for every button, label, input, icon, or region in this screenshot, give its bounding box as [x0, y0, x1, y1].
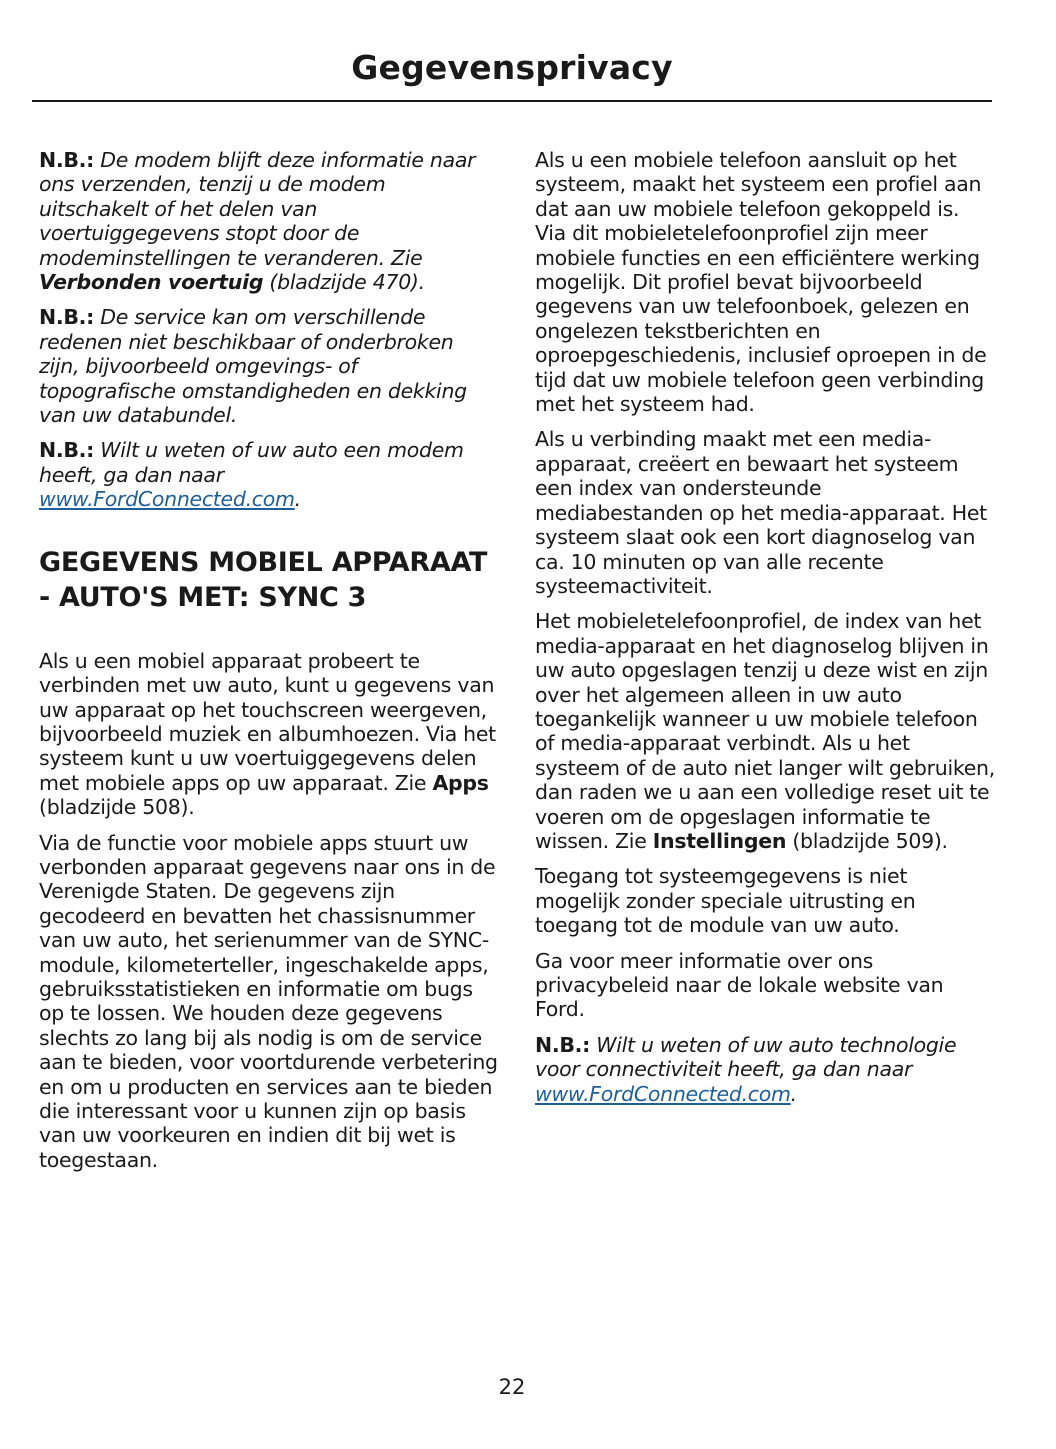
page-number: 22 [498, 1375, 526, 1399]
note-connectivity [535, 1033, 995, 1106]
paragraph-privacy-policy: Ga voor meer informatie over ons privacybeleid naar de lokale website van Ford. [535, 948, 944, 1022]
paragraph-text: Het mobieletelefoonprofiel, de index van het media-apparaat en het diagnoselog blijven in uw auto opgeslagen tenzij u deze wist en zijn over het algemeen alleen in uw auto toegankelijk wanneer u uw mobiele telefoon of media-apparaat verbindt. Als u het systeem of de auto niet langer wilt gebruiken, dan raden we u aan een volledige reset uit te voeren om de opgeslagen informatie te wissen. Zie [535, 609, 995, 853]
paragraph-data-storage [535, 609, 995, 853]
page-header [32, 44, 992, 102]
paragraph-text: Als u een mobiel apparaat probeert te verbinden met uw auto, kunt u gegevens van uw apparaat op het touchscreen weergeven, bijvoorbeeld muziek en albumhoezen. Via het systeem kunt u uw voertuiggegevens delen met mobiele apps op uw apparaat. Zie [39, 648, 496, 795]
left-column [39, 148, 499, 1183]
note-text: Wilt u weten of uw auto een modem heeft, ga dan naar [39, 438, 464, 487]
link-suffix: . [790, 1081, 797, 1106]
paragraph-mobile-device [39, 649, 499, 820]
fordconnected-link[interactable]: www.FordConnected.com [39, 487, 295, 512]
fordconnected-link[interactable]: www.FordConnected.com [535, 1081, 791, 1106]
right-column [535, 148, 995, 1117]
paragraph-media-device: Als u verbinding maakt met een media-apparaat, creëert en bewaart het systeem een index van ondersteunde mediabestanden op het media-apparaat. Het systeem slaat ook een kort diagnoselog van ca. 10 minuten op van alle recente systeemactiviteit. [535, 427, 987, 598]
paragraph-phone-profile: Als u een mobiele telefoon aansluit op het systeem, maakt het systeem een profiel aan dat aan uw mobiele telefoon gekoppeld is. Via dit mobieletelefoonprofiel zijn meer mobiele functies en een efficiëntere werking mogelijk. Dit profiel bevat bijvoorbeeld gegevens van uw telefoonboek, gelezen en ongelezen tekstberichten en oproepgeschiedenis, inclusief oproepen in de tijd dat uw mobiele telefoon geen verbinding met het systeem had. [535, 148, 987, 417]
note-label: N.B.: [535, 1032, 591, 1057]
note-text: Wilt u weten of uw auto technologie voor connectiviteit heeft, ga dan naar [535, 1032, 957, 1082]
cross-reference-link[interactable]: Verbonden voertuig [39, 270, 264, 295]
link-suffix: . [294, 487, 301, 512]
cross-reference-page: (bladzijde 470). [263, 270, 425, 295]
cross-reference-page: (bladzijde 508). [39, 795, 195, 820]
note-text: De modem blijft deze informatie naar ons verzenden, tenzij u de modem uitschakelt of het delen van voertuiggegevens stopt door de modeminstellingen te veranderen. Zie [39, 148, 476, 270]
paragraph-mobile-apps: Via de functie voor mobiele apps stuurt uw verbonden apparaat gegevens naar ons in de Verenigde Staten. De gegevens zijn gecodeerd en bevatten het chassisnummer van uw auto, het serienummer van de SYNC-module, kilometerteller, ingeschakelde apps, gebruiksstatistieken en informatie om bugs op te lossen. We houden deze gegevens slechts zo lang bij als nodig is om de service aan te bieden, voor voortdurende verbetering en om u producten en services aan te bieden die interessant voor u kunnen zijn op basis van uw voorkeuren en indien dit bij wet is toegestaan. [39, 830, 498, 1172]
cross-reference-link[interactable]: Apps [432, 770, 489, 795]
note-label: N.B.: [39, 438, 95, 463]
paragraph-system-access: Toegang tot systeemgegevens is niet mogelijk zonder speciale uitrusting en toegang tot de module van uw auto. [535, 864, 916, 938]
note-label: N.B.: [39, 305, 95, 330]
section-heading: GEGEVENS MOBIEL APPARAAT - AUTO'S MET: SYNC 3 [39, 546, 488, 613]
cross-reference-page: (bladzijde 509). [786, 828, 948, 853]
note-text: De service kan om verschillende redenen niet beschikbaar of onderbroken zijn, bijvoorbeeld omgevings- of topografische omstandigheden en dekking van uw databundel. [39, 305, 467, 428]
page-title: Gegevensprivacy [351, 48, 673, 87]
cross-reference-link[interactable]: Instellingen [652, 828, 787, 853]
note-service-availability [39, 305, 499, 427]
note-modem-sharing [39, 148, 499, 294]
note-label: N.B.: [39, 148, 95, 172]
note-modem-check [39, 438, 499, 511]
